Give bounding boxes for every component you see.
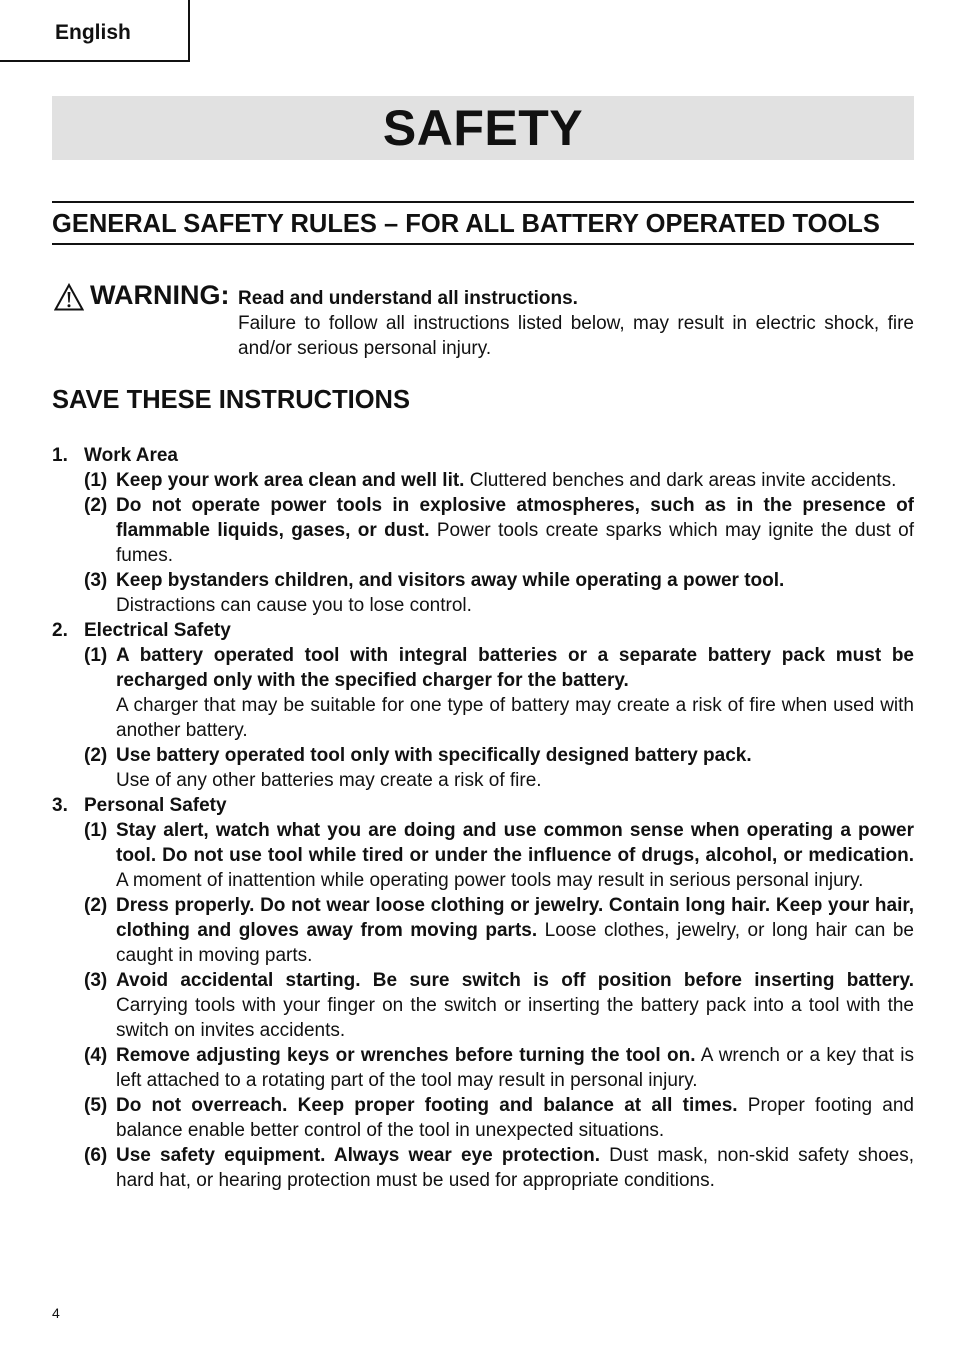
rule-item-bold-text: Use safety equipment. Always wear eye protection. — [116, 1145, 600, 1166]
rule-item — [52, 1143, 914, 1193]
warning-text — [238, 286, 914, 361]
rule-section-title — [52, 618, 914, 643]
rule-item-text: Cluttered benches and dark areas invite accidents. — [464, 470, 897, 491]
rule-item — [52, 643, 914, 743]
rule-item-text: A charger that may be suitable for one type of battery may create a risk of fire when used with another battery. — [116, 695, 914, 741]
rule-item-text: Distractions can cause you to lose control. — [116, 595, 472, 616]
rule-item-text: Carrying tools with your finger on the switch or inserting the battery pack into a tool with the switch on invites accidents. — [116, 995, 914, 1041]
rule-item-text: Loose clothes, jewelry, or long hair can be caught in moving parts. — [116, 920, 914, 966]
rule-item-bold-text: Stay alert, watch what you are doing and use common sense when operating a power tool. Do not use tool while tired or under the influence of drugs, alcohol, or medication. — [116, 820, 914, 866]
rule-section-number: 1. — [52, 445, 68, 466]
rule-item — [52, 1093, 914, 1143]
warning-body-text: Failure to follow all instructions listed below, may result in electric shock, fire and/or serious personal injury. — [238, 313, 914, 359]
language-label: English — [55, 21, 131, 44]
warning-bold-text: Read and understand all instructions. — [238, 288, 578, 309]
rule-item-text: A wrench or a key that is left attached to a rotating part of the tool may result in personal injury. — [116, 1045, 915, 1091]
rule-item — [52, 743, 914, 793]
rule-item-bold-text: Avoid accidental starting. Be sure switch is off position before inserting battery. — [116, 970, 914, 991]
rule-item-bold-text: Do not operate power tools in explosive atmospheres, such as in the presence of flammable liquids, gases, or dust. — [116, 495, 914, 541]
language-tab — [0, 0, 190, 62]
rule-item-bold-text: Remove adjusting keys or wrenches before turning the tool on. — [116, 1045, 696, 1066]
rule-section-title — [52, 793, 914, 818]
rule-item — [52, 1043, 914, 1093]
warning-label: WARNING: — [90, 280, 230, 310]
rule-item-number: (1) — [84, 470, 108, 491]
rule-item-number: (4) — [84, 1045, 108, 1066]
page-number: 4 — [52, 1305, 60, 1321]
rule-item-bold-text: Use battery operated tool only with specifically designed battery pack. — [116, 745, 752, 766]
rule-section-label: Personal Safety — [84, 795, 227, 816]
rule-item-text: Proper footing and balance enable better control of the tool in unexpected situations. — [116, 1095, 914, 1141]
rule-item — [52, 893, 914, 968]
rule-item-text: Dust mask, non-skid safety shoes, hard hat, or hearing protection must be used for appropriate conditions. — [116, 1145, 915, 1191]
rule-item-text: A moment of inattention while operating power tools may result in serious personal injury. — [116, 870, 864, 891]
rule-item-bold-text: Keep your work area clean and well lit. — [116, 470, 465, 491]
rule-item-number: (6) — [84, 1145, 108, 1166]
rule-item-number: (3) — [84, 570, 108, 591]
rule-item-number: (5) — [84, 1095, 108, 1116]
section-title: GENERAL SAFETY RULES – FOR ALL BATTERY OPERATED TOOLS — [52, 210, 880, 238]
rule-item-bold-text: Dress properly. Do not wear loose clothing or jewelry. Contain long hair. Keep your hair, clothing and gloves away from moving parts. — [116, 895, 914, 941]
rule-item-number: (2) — [84, 895, 108, 916]
rule-item — [52, 468, 914, 493]
rule-item-number: (2) — [84, 745, 108, 766]
rule-section-number: 3. — [52, 795, 68, 816]
safety-rules-list — [52, 443, 914, 1193]
rule-item-text: Use of any other batteries may create a risk of fire. — [116, 770, 542, 791]
rule-item — [52, 493, 914, 568]
rule-item-bold-text: Keep bystanders children, and visitors away while operating a power tool. — [116, 570, 785, 591]
rule-item-bold-text: A battery operated tool with integral batteries or a separate battery pack must be recharged only with the specified charger for the battery. — [116, 645, 914, 691]
rule-section-number: 2. — [52, 620, 68, 641]
rule-item — [52, 818, 914, 893]
rule-item-text: Power tools create sparks which may ignite the dust of fumes. — [116, 520, 915, 566]
rule-section-label: Electrical Safety — [84, 620, 231, 641]
rule-item — [52, 568, 914, 618]
page-title: SAFETY — [382, 100, 584, 156]
rule-item-number: (1) — [84, 820, 108, 841]
rule-item — [52, 968, 914, 1043]
section-header — [52, 201, 914, 245]
rule-section-title — [52, 443, 914, 468]
rule-item-number: (1) — [84, 645, 108, 666]
save-instructions-heading: SAVE THESE INSTRUCTIONS — [52, 386, 410, 414]
rule-item-bold-text: Do not overreach. Keep proper footing and balance at all times. — [116, 1095, 738, 1116]
rule-item-number: (2) — [84, 495, 108, 516]
warning-triangle-icon — [54, 283, 84, 311]
rule-item-number: (3) — [84, 970, 108, 991]
rule-section-label: Work Area — [84, 445, 178, 466]
title-banner — [52, 96, 914, 160]
